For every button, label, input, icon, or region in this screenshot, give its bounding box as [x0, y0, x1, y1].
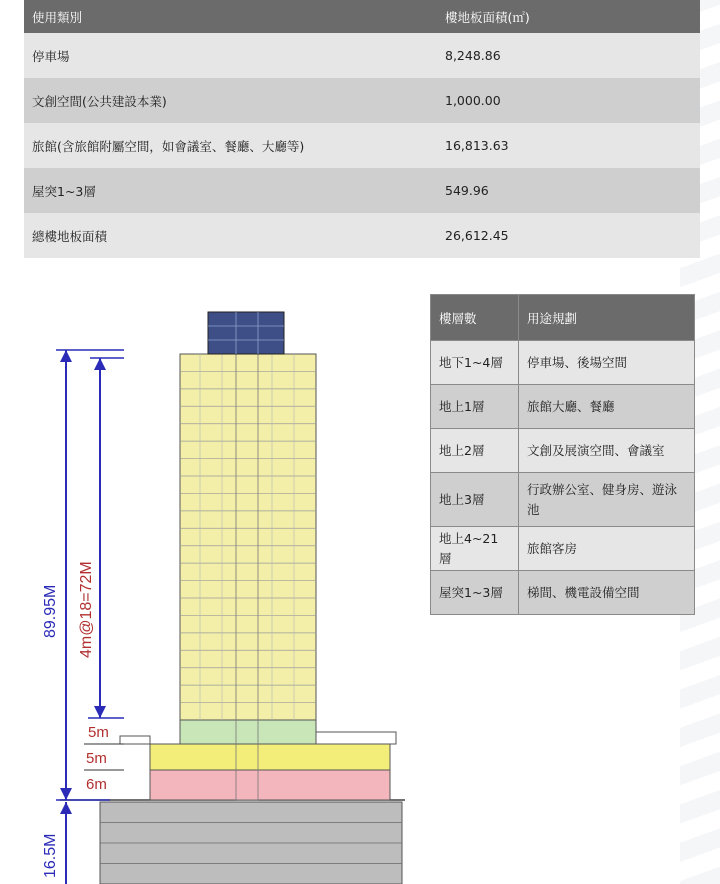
- floor-use: 停車場、後場空間: [519, 341, 695, 385]
- table-row: [431, 385, 695, 429]
- total-height-label: 89.95M: [42, 584, 59, 638]
- tower-height-label: 4m@18=72M: [78, 561, 95, 658]
- area-value: 549.96: [437, 168, 700, 213]
- arrow-up-icon: [60, 802, 72, 814]
- table-row: [431, 571, 695, 615]
- floor-use: 旅館客房: [519, 527, 695, 571]
- floor-use-table: [430, 294, 695, 615]
- floor-level: 屋突1~3層: [431, 571, 519, 615]
- area-category: 旅館(含旅館附屬空間，如會議室、餐廳、大廳等): [24, 123, 437, 168]
- table-row: [24, 213, 700, 258]
- table-row: [431, 429, 695, 473]
- table-row: [24, 168, 700, 213]
- floor2-block: [150, 744, 390, 770]
- floor-level: 地上1層: [431, 385, 519, 429]
- floor-use: 旅館大廳、餐廳: [519, 385, 695, 429]
- floor-level: 地上3層: [431, 473, 519, 527]
- floor-header-level: 樓層數: [431, 295, 519, 341]
- basement-height-label: 16.5M: [42, 833, 59, 878]
- floor-level: 地上4~21層: [431, 527, 519, 571]
- floor-area-table: [24, 0, 700, 258]
- tower-block: [180, 354, 316, 720]
- area-category: 總樓地板面積: [24, 213, 437, 258]
- roof-structure: [208, 312, 284, 354]
- floor1-block: [150, 770, 390, 800]
- podium-annex: [316, 732, 396, 744]
- area-value: 16,813.63: [437, 123, 700, 168]
- floor-use: 文創及展演空間、會議室: [519, 429, 695, 473]
- floor2-height-label: 5m: [86, 750, 107, 767]
- area-value: 8,248.86: [437, 33, 700, 78]
- floor-header-use: 用途規劃: [519, 295, 695, 341]
- area-category: 停車場: [24, 33, 437, 78]
- area-category: 文創空間(公共建設本業): [24, 78, 437, 123]
- area-value: 26,612.45: [437, 213, 700, 258]
- area-header-category: 使用類別: [24, 0, 437, 33]
- floor-table-header: [431, 295, 695, 341]
- floor-use: 行政辦公室、健身房、遊泳池: [519, 473, 695, 527]
- table-row: [431, 527, 695, 571]
- table-row: [24, 78, 700, 123]
- floor-use: 梯間、機電設備空間: [519, 571, 695, 615]
- floor3-block: [180, 720, 316, 744]
- arrow-down-icon: [94, 706, 106, 718]
- floor1-height-label: 6m: [86, 776, 107, 793]
- arrow-up-icon: [94, 358, 106, 370]
- building-section-diagram: [0, 300, 420, 884]
- table-row: [24, 33, 700, 78]
- section-drawing: [0, 300, 420, 884]
- area-table-header: [24, 0, 700, 33]
- floor-level: 地下1~4層: [431, 341, 519, 385]
- floor-level: 地上2層: [431, 429, 519, 473]
- table-row: [24, 123, 700, 168]
- floor3-height-label: 5m: [88, 724, 109, 741]
- area-category: 屋突1~3層: [24, 168, 437, 213]
- podium-left-annex: [120, 736, 150, 744]
- table-row: [431, 341, 695, 385]
- arrow-up-icon: [60, 350, 72, 362]
- arrow-down-icon: [60, 788, 72, 800]
- area-header-area: 樓地板面積(㎡): [437, 0, 700, 33]
- table-row: [431, 473, 695, 527]
- area-value: 1,000.00: [437, 78, 700, 123]
